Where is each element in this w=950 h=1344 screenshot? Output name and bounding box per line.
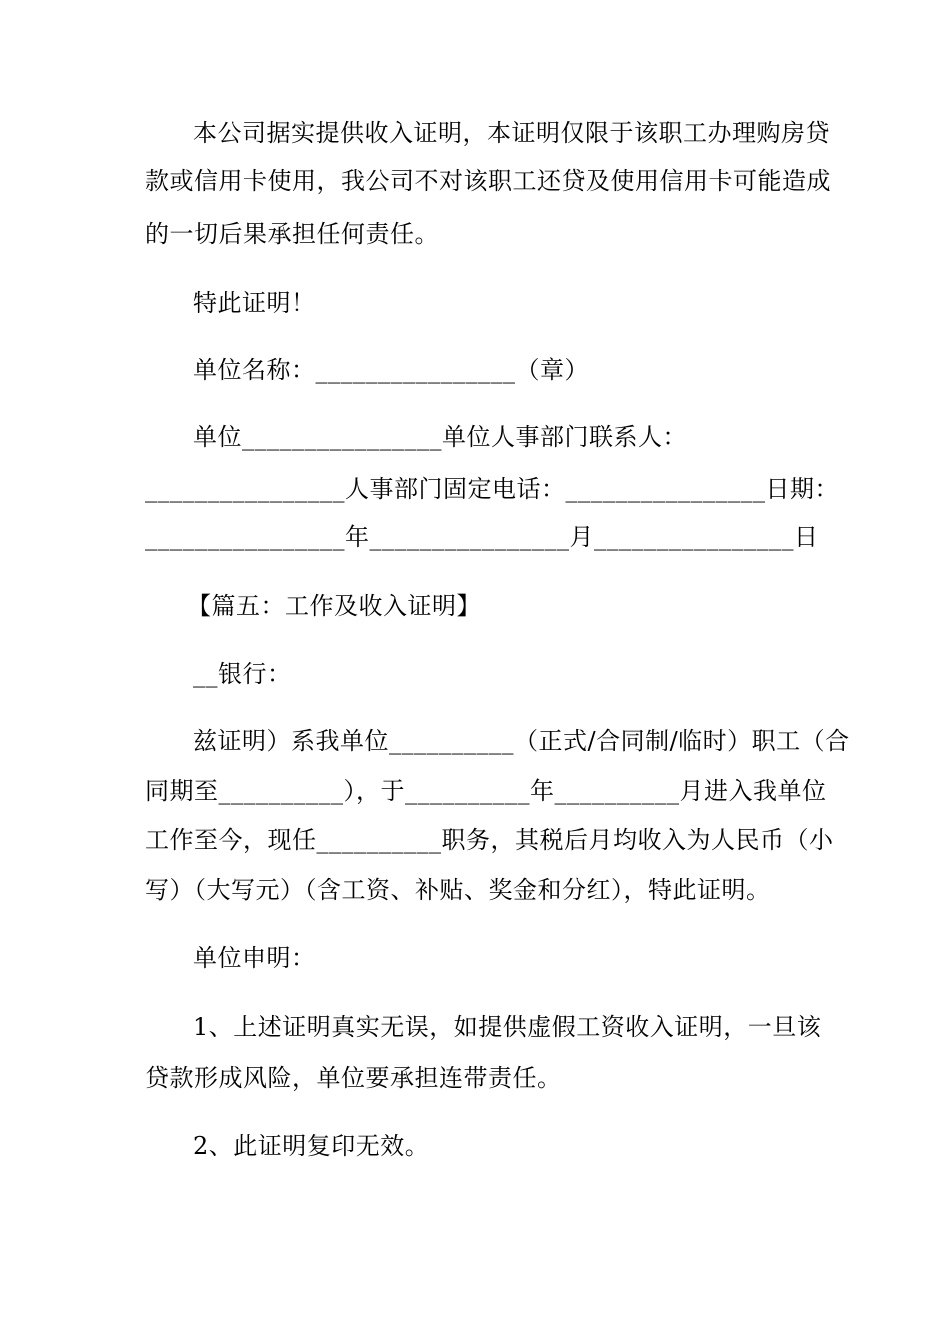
paragraph-line: 兹证明）系我单位__________（正式/合同制/临时）职工（合 <box>193 727 850 755</box>
paragraph-line: 的一切后果承担任何责任。 <box>145 220 439 248</box>
unit-contact-line: 单位________________单位人事部门联系人： <box>193 423 687 451</box>
declaration-heading: 单位申明： <box>193 944 316 972</box>
paragraph-line: 本公司据实提供收入证明，本证明仅限于该职工办理购房贷 <box>193 119 830 147</box>
date-line: ________________年________________月________________日 <box>145 523 819 551</box>
paragraph-line: 写）（大写元）（含工资、补贴、奖金和分红），特此证明。 <box>145 876 771 904</box>
section-heading: 【篇五：工作及收入证明】 <box>187 592 481 620</box>
unit-name-line: 单位名称：________________（章） <box>193 356 589 384</box>
phone-date-line: ________________人事部门固定电话：________________日期： <box>145 475 839 503</box>
closing-line: 特此证明！ <box>193 289 316 317</box>
declaration-item-continued: 贷款形成风险，单位要承担连带责任。 <box>145 1064 562 1092</box>
paragraph-line: 款或信用卡使用，我公司不对该职工还贷及使用信用卡可能造成 <box>145 167 831 195</box>
addressee-line: __银行： <box>193 660 292 688</box>
paragraph-line: 工作至今，现任__________职务，其税后月均收入为人民币（小 <box>145 826 834 854</box>
paragraph-line: 同期至__________），于__________年__________月进入我单位 <box>145 777 827 805</box>
declaration-item: 1、上述证明真实无误，如提供虚假工资收入证明，一旦该 <box>193 1013 822 1041</box>
declaration-item: 2、此证明复印无效。 <box>193 1132 430 1160</box>
